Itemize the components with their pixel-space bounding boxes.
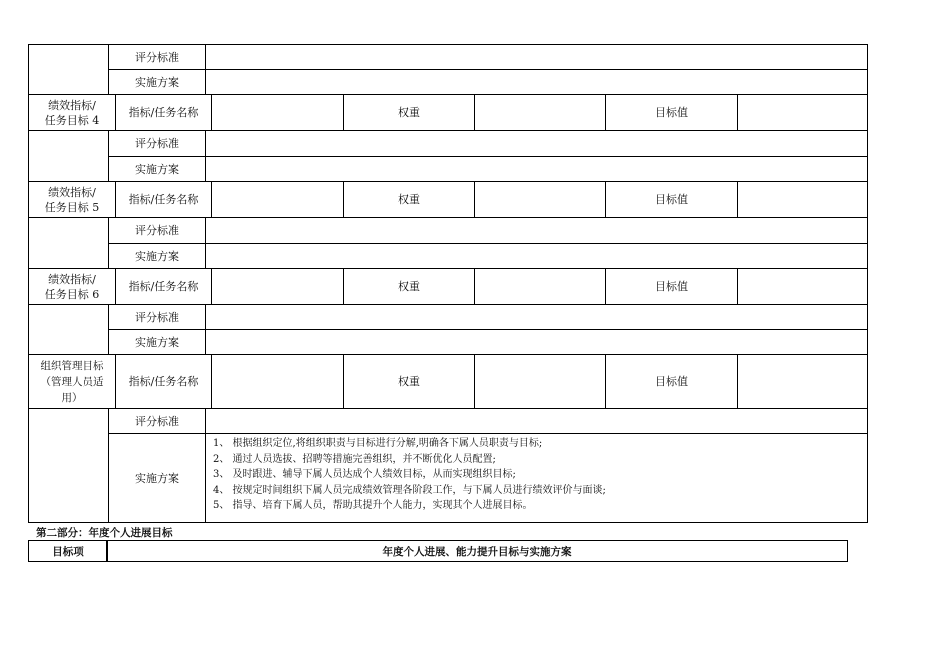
task-name-text: 指标/任务名称 [128, 106, 199, 119]
org-plan-item-3: 3、 及时跟进、辅导下属人员达成个人绩效目标，从而实现组织目标; [213, 469, 516, 480]
group-header-org [28, 354, 116, 409]
org-plan-item-4: 4、 按规定时间组织下属人员完成绩效管理各阶段工作，与下属人员进行绩效评价与面谈; [213, 484, 606, 496]
org-plan-list [213, 436, 606, 514]
group-blank-5 [28, 217, 109, 269]
group-header-4 [28, 94, 116, 131]
criteria-label-text: 评分标准 [135, 224, 179, 237]
target-value-4 [737, 94, 868, 131]
target-value-org [737, 354, 868, 409]
criteria-label-text: 评分标准 [135, 414, 179, 428]
group-cell-prev [28, 44, 109, 95]
target-value-5 [737, 181, 868, 218]
target-value-6 [737, 268, 868, 305]
weight-value-4 [474, 94, 606, 131]
group-blank-6 [28, 304, 109, 355]
section-title-part2: 第二部分：年度个人进展目标 [36, 527, 173, 539]
weight-label-5 [343, 181, 475, 218]
weight-value-org [474, 354, 606, 409]
group-blank-4 [28, 130, 109, 182]
weight-label-org [343, 354, 475, 409]
weight-label-6 [343, 268, 475, 305]
org-plan-item-1: 1、 根据组织定位,将组织职责与目标进行分解,明确各下属人员职责与目标; [213, 438, 543, 449]
plan-label-org [108, 433, 206, 523]
criteria-value-4 [205, 130, 868, 157]
target-text: 目标值 [655, 106, 688, 119]
part2-header-plan [106, 540, 848, 562]
target-label-4 [605, 94, 738, 131]
criteria-value-5 [205, 217, 868, 244]
target-label-org [605, 354, 738, 409]
plan-label-text: 实施方案 [135, 249, 179, 263]
weight-text: 权重 [398, 375, 420, 388]
plan-value-4 [205, 156, 868, 182]
task-name-label-6 [115, 268, 212, 305]
group-title-5: 绩效指标/ 任务目标 5 [44, 185, 100, 214]
criteria-value-prev [205, 44, 868, 70]
plan-label-4 [108, 156, 206, 182]
weight-value-6 [474, 268, 606, 305]
group-title-4: 绩效指标/ 任务目标 4 [44, 98, 100, 127]
plan-value-prev [205, 69, 868, 95]
criteria-value-org [205, 408, 868, 434]
task-name-value-4 [211, 94, 344, 131]
weight-text: 权重 [398, 193, 420, 206]
plan-label-text: 实施方案 [135, 75, 179, 89]
target-text: 目标值 [655, 280, 688, 293]
task-name-text: 指标/任务名称 [128, 375, 199, 388]
plan-label-prev [108, 69, 206, 95]
criteria-label-6 [108, 304, 206, 330]
plan-label-text: 实施方案 [135, 162, 179, 176]
target-text: 目标值 [655, 375, 688, 388]
part2-header-item [28, 540, 108, 562]
task-name-value-5 [211, 181, 344, 218]
group-blank-org [28, 408, 109, 523]
weight-text: 权重 [398, 106, 420, 119]
criteria-label-prev [108, 44, 206, 70]
group-title-6: 绩效指标/ 任务目标 6 [44, 272, 100, 301]
criteria-label-org [108, 408, 206, 434]
org-plan-item-2: 2、 通过人员选拔、招聘等措施完善组织，并不断优化人员配置; [213, 453, 496, 465]
task-name-value-6 [211, 268, 344, 305]
task-name-text: 指标/任务名称 [128, 193, 199, 206]
group-title-org: 组织管理目标 （管理人员适 用） [40, 359, 104, 404]
criteria-label-text: 评分标准 [135, 137, 179, 150]
plan-label-text: 实施方案 [135, 471, 179, 485]
target-label-5 [605, 181, 738, 218]
weight-text: 权重 [398, 280, 420, 293]
task-name-label-5 [115, 181, 212, 218]
criteria-label-5 [108, 217, 206, 244]
plan-label-6 [108, 329, 206, 355]
org-plan-item-5: 5、 指导、培育下属人员，帮助其提升个人能力，实现其个人进展目标。 [213, 500, 533, 511]
criteria-label-4 [108, 130, 206, 157]
weight-value-5 [474, 181, 606, 218]
weight-label-4 [343, 94, 475, 131]
criteria-label-text: 评分标准 [135, 310, 179, 324]
task-name-label-4 [115, 94, 212, 131]
group-header-5 [28, 181, 116, 218]
group-header-6 [28, 268, 116, 305]
target-label-6 [605, 268, 738, 305]
task-name-text: 指标/任务名称 [128, 280, 199, 293]
part2-col-plan: 年度个人进展、能力提升目标与实施方案 [382, 545, 572, 558]
plan-value-6 [205, 329, 868, 355]
plan-value-5 [205, 243, 868, 269]
part2-col-item: 目标项 [52, 545, 84, 558]
plan-value-org [205, 433, 868, 523]
target-text: 目标值 [655, 193, 688, 206]
plan-label-5 [108, 243, 206, 269]
plan-label-text: 实施方案 [135, 335, 179, 349]
task-name-label-org [115, 354, 212, 409]
task-name-value-org [211, 354, 344, 409]
criteria-label-text: 评分标准 [135, 50, 179, 64]
criteria-value-6 [205, 304, 868, 330]
